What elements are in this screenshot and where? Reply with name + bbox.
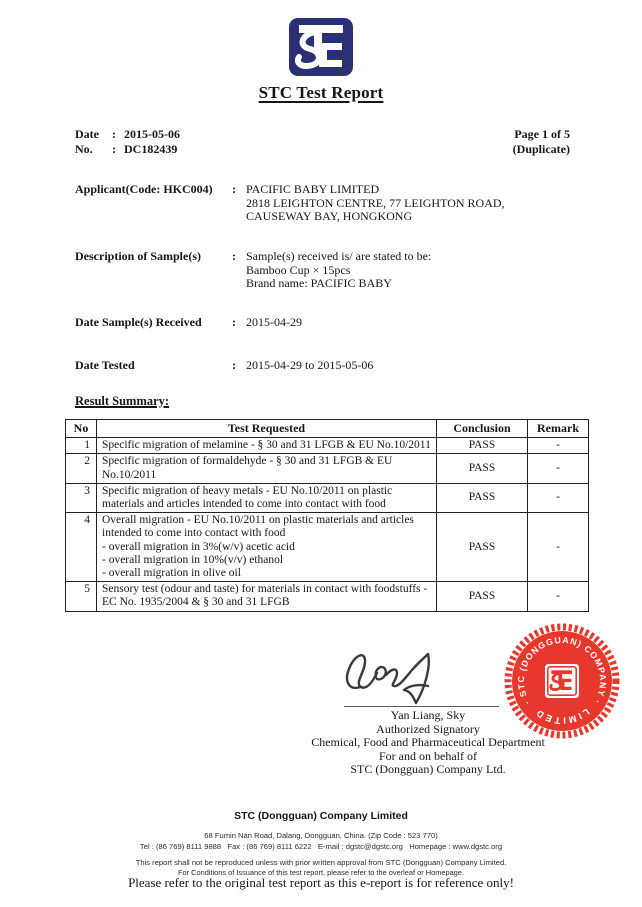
no-label: No.: [75, 141, 93, 156]
report-number: DC182439: [124, 141, 178, 156]
applicant-label: Applicant(Code: HKC004): [75, 182, 213, 196]
remark-cell: -: [528, 438, 589, 454]
field-date-tested: [75, 359, 565, 373]
on-behalf-text: For and on behalf of: [379, 748, 477, 763]
meta-page-info: [513, 127, 570, 156]
table-row: 5 Sensory test (odour and taste) for materials in contact with foodstuffs - EC No. 1935/2004 & § 30 and 31 LFGB PASS -: [66, 582, 589, 611]
col-conclusion: Conclusion: [437, 420, 528, 438]
colon: :: [112, 141, 116, 156]
page-title: STC Test Report: [258, 83, 384, 102]
footer-ereport-disclaimer: Please refer to the original test report as this e-report is for reference only!: [128, 875, 514, 890]
col-test-requested: Test Requested: [97, 420, 437, 438]
date-received-label: Date Sample(s) Received: [75, 315, 202, 329]
remark-cell: -: [528, 454, 589, 483]
conclusion-cell: PASS: [437, 454, 528, 483]
test-cell: Sensory test (odour and taste) for materials in contact with foodstuffs - EC No. 1935/2004 & § 30 and 31 LFGB: [97, 582, 437, 611]
test-cell: Specific migration of melamine - § 30 and 31 LFGB & EU No.10/2011: [97, 438, 437, 454]
result-summary-table: [65, 419, 589, 612]
field-date-received: [75, 316, 565, 330]
remark-cell: -: [528, 582, 589, 611]
footer-address: 68 Fumin Nan Road, Dalang, Dongguan, China. (Zip Code : 523 770): [204, 831, 438, 840]
date-received-value: 2015-04-29: [246, 315, 302, 329]
stamp-text-top: · STC (DONGGUAN) COMPANY ·: [515, 634, 609, 707]
signatory-name: Yan Liang, Sky: [390, 708, 466, 722]
remark-cell: -: [528, 483, 589, 512]
description-label: Description of Sample(s): [75, 249, 201, 263]
field-applicant: [75, 183, 565, 224]
duplicate-flag: (Duplicate): [512, 141, 570, 156]
table-header-row: [66, 420, 589, 438]
remark-cell: -: [528, 513, 589, 582]
report-meta: [75, 127, 570, 156]
test-cell: Specific migration of formaldehyde - § 30 and 31 LFGB & EU No.10/2011: [97, 454, 437, 483]
handwritten-signature: [336, 641, 504, 709]
col-no: No: [66, 420, 97, 438]
applicant-value: PACIFIC BABY LIMITED 2818 LEIGHTON CENTRE, 77 LEIGHTON ROAD, CAUSEWAY BAY, HONGKONG: [246, 182, 505, 224]
colon: :: [112, 127, 116, 141]
col-remark: Remark: [528, 420, 589, 438]
colon: :: [232, 249, 236, 263]
table-row: 2 Specific migration of formaldehyde - § 30 and 31 LFGB & EU No.10/2011 PASS -: [66, 454, 589, 483]
conclusion-cell: PASS: [437, 513, 528, 582]
signatory-department: Chemical, Food and Pharmaceutical Department: [311, 735, 545, 749]
meta-date: [75, 127, 570, 142]
result-summary-heading: Result Summary:: [75, 394, 170, 408]
stamp-text-bottom: LIMITED: [532, 706, 592, 726]
signatory-company: STC (Dongguan) Company Ltd.: [350, 762, 506, 776]
footer-reproduction-note: This report shall not be reproduced unless with prior written approval from STC (Dongguan) Company Limited.: [135, 858, 507, 867]
date-label: Date: [75, 127, 99, 141]
table-row: 4 Overall migration - EU No.10/2011 on plastic materials and articles intended to come into contact with food - overall migration in 3%(w/v) acetic acid - overall migration in 10%(v/v) ethanol - overall migration in olive oil PASS -: [66, 513, 589, 582]
colon: :: [232, 315, 236, 329]
company-stamp-seal: [501, 620, 623, 742]
test-cell: Specific migration of heavy metals - EU No.10/2011 on plastic materials and articles intended to come into contact with food: [97, 483, 437, 512]
footer-contact-info: Tel : (86 769) 8111 9888 Fax : (86 769) 8111 6222 E-mail : dgstc@dgstc.org Homepage : www.dgstc.org: [139, 841, 503, 851]
conclusion-cell: PASS: [437, 438, 528, 454]
conclusion-cell: PASS: [437, 483, 528, 512]
signatory-role: Authorized Signatory: [376, 721, 480, 736]
footer-conditions-note: For Conditions of Issuance of this test report, please refer to the overleaf or Homepage.: [178, 868, 464, 877]
signature-line: [344, 706, 499, 707]
description-value: Sample(s) received is/ are stated to be: Bamboo Cup × 15pcs Brand name: PACIFIC BABY: [246, 249, 432, 291]
date-value: 2015-05-06: [124, 127, 180, 141]
conclusion-cell: PASS: [437, 582, 528, 611]
stc-logo-icon: [288, 17, 356, 81]
date-tested-value: 2015-04-29 to 2015-05-06: [246, 358, 374, 372]
meta-no: [75, 142, 570, 157]
page-indicator: Page 1 of 5: [514, 127, 570, 141]
test-cell: Overall migration - EU No.10/2011 on plastic materials and articles intended to come into contact with food - overall migration in 3%(w/v) acetic acid - overall migration in 10%(v/v) ethanol - overall migration in olive oil: [97, 513, 437, 582]
colon: :: [232, 182, 236, 196]
colon: :: [232, 358, 236, 372]
date-tested-label: Date Tested: [75, 358, 135, 372]
table-row: 3 Specific migration of heavy metals - EU No.10/2011 on plastic materials and articles intended to come into contact with food PASS -: [66, 483, 589, 512]
field-sample-description: [75, 250, 565, 291]
footer-company-name: STC (Dongguan) Company Limited: [234, 810, 408, 822]
table-row: 1 Specific migration of melamine - § 30 and 31 LFGB & EU No.10/2011 PASS -: [66, 438, 589, 454]
